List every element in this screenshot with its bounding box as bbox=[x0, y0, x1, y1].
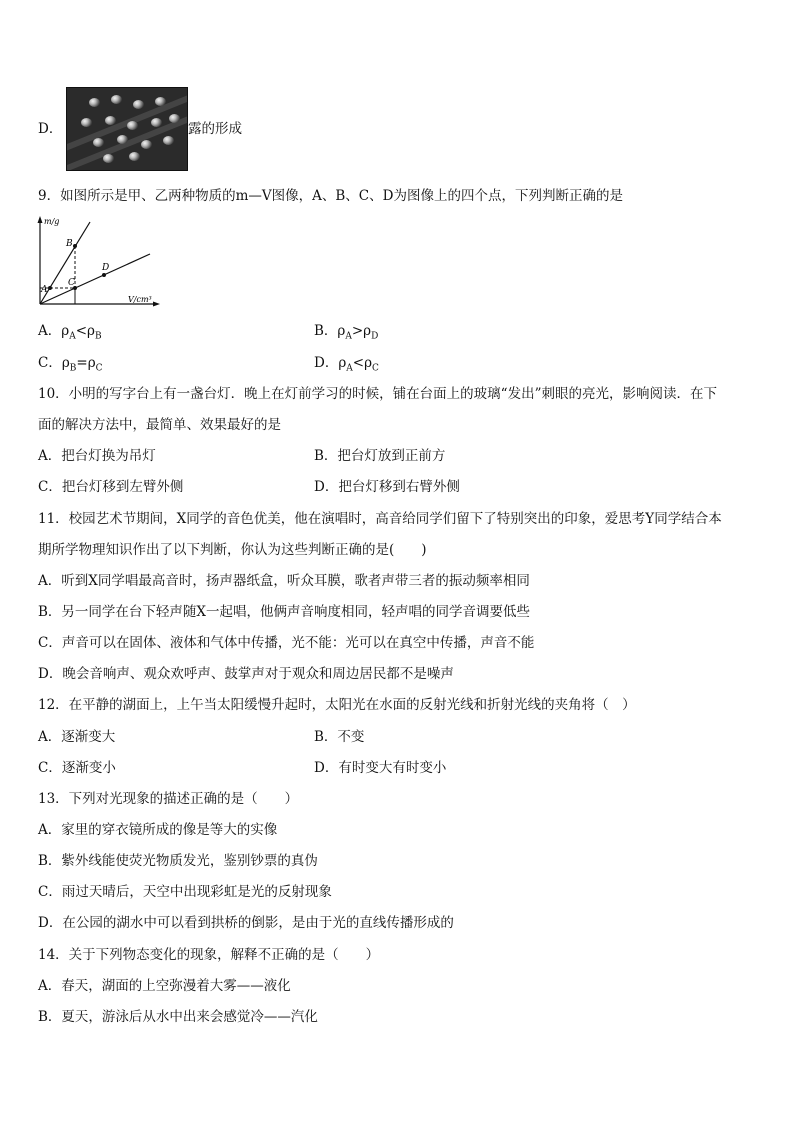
q13-option-c: C．雨过天晴后，天空中出现彩虹是光的反射现象 bbox=[38, 884, 332, 900]
q11-option-d: D．晚会音响声、观众欢呼声、鼓掌声对于观众和周边居民都不是噪声 bbox=[38, 666, 454, 682]
label-c: C bbox=[68, 278, 75, 288]
x-axis-arrow bbox=[153, 302, 160, 307]
q14-option-b: B．夏天，游泳后从水中出来会感觉冷——汽化 bbox=[38, 1009, 318, 1025]
q8-option-d-text: 露的形成 bbox=[188, 121, 242, 137]
q12-option-b: B．不变 bbox=[314, 729, 365, 745]
q10-option-d: D．把台灯移到右臂外侧 bbox=[314, 479, 460, 495]
y-axis-arrow bbox=[38, 216, 43, 223]
point-b bbox=[73, 244, 77, 248]
q14-option-a: A．春天，湖面的上空弥漫着大雾——液化 bbox=[38, 978, 291, 994]
point-a bbox=[48, 286, 52, 290]
m-v-graph bbox=[28, 212, 168, 312]
q8-option-d-label: D． bbox=[38, 121, 63, 137]
x-axis-label: V/cm³ bbox=[128, 295, 152, 304]
q9-option-b: B．$\rho_A>\rho_D$ bbox=[314, 323, 379, 342]
q13-option-b: B．紫外线能使荧光物质发光，鉴别钞票的真伪 bbox=[38, 853, 318, 869]
q13-option-d: D．在公园的湖水中可以看到拱桥的倒影，是由于光的直线传播形成的 bbox=[38, 915, 454, 931]
q12-option-d: D．有时变大有时变小 bbox=[314, 760, 447, 776]
point-d bbox=[102, 273, 106, 277]
y-axis-label: m/g bbox=[44, 217, 60, 226]
q10-option-a: A．把台灯换为吊灯 bbox=[38, 448, 156, 464]
q13-option-a: A．家里的穿衣镜所成的像是等大的实像 bbox=[38, 822, 278, 838]
q9-option-d: D．$\rho_A<\rho_C$ bbox=[314, 355, 379, 374]
q10-option-c: C．把台灯移到左臂外侧 bbox=[38, 479, 184, 495]
q10-stem-line1: 10．小明的写字台上有一盏台灯．晚上在灯前学习的时候，铺在台面上的玻璃“发出”刺眼的亮光，影响阅读．在下 bbox=[38, 386, 717, 402]
q13-stem: 13．下列对光现象的描述正确的是（ ） bbox=[38, 791, 299, 807]
q10-option-b: B．把台灯放到正前方 bbox=[314, 448, 446, 464]
q9-option-a: A．$\rho_A<\rho_B$ bbox=[38, 323, 102, 342]
q12-option-a: A．逐渐变大 bbox=[38, 729, 116, 745]
q11-option-c: C．声音可以在固体、液体和气体中传播，光不能：光可以在真空中传播，声音不能 bbox=[38, 635, 535, 651]
line-jia bbox=[40, 222, 90, 304]
q11-stem-line1: 11．校园艺术节期间，X同学的音色优美，他在演唱时，高音给同学们留下了特别突出的印象，爱思考Y同学结合本 bbox=[38, 511, 722, 527]
label-d: D bbox=[102, 263, 110, 273]
q10-stem-line2: 面的解决方法中，最简单、效果最好的是 bbox=[38, 417, 281, 433]
label-b: B bbox=[66, 239, 73, 249]
q12-option-c: C．逐渐变小 bbox=[38, 760, 116, 776]
q12-stem: 12．在平静的湖面上，上午当太阳缓慢升起时，太阳光在水面的反射光线和折射光线的夹角将（ ） bbox=[38, 697, 636, 713]
label-a: A bbox=[41, 285, 48, 295]
q11-stem-line2: 期所学物理知识作出了以下判断，你认为这些判断正确的是( ) bbox=[38, 542, 427, 558]
q11-option-b: B．另一同学在台下轻声随X一起唱，他俩声音响度相同，轻声唱的同学音调要低些 bbox=[38, 604, 531, 620]
dew-photo bbox=[66, 87, 188, 171]
q9-option-c: C．$\rho_B=\rho_C$ bbox=[38, 355, 103, 374]
q14-stem: 14．关于下列物态变化的现象，解释不正确的是（ ） bbox=[38, 947, 380, 963]
q9-stem: 9．如图所示是甲、乙两种物质的m—V图像，A、B、C、D为图像上的四个点，下列判断正确的是 bbox=[38, 188, 623, 204]
q11-option-a: A．听到X同学唱最高音时，扬声器纸盒，听众耳膜，歌者声带三者的振动频率相同 bbox=[38, 573, 530, 589]
